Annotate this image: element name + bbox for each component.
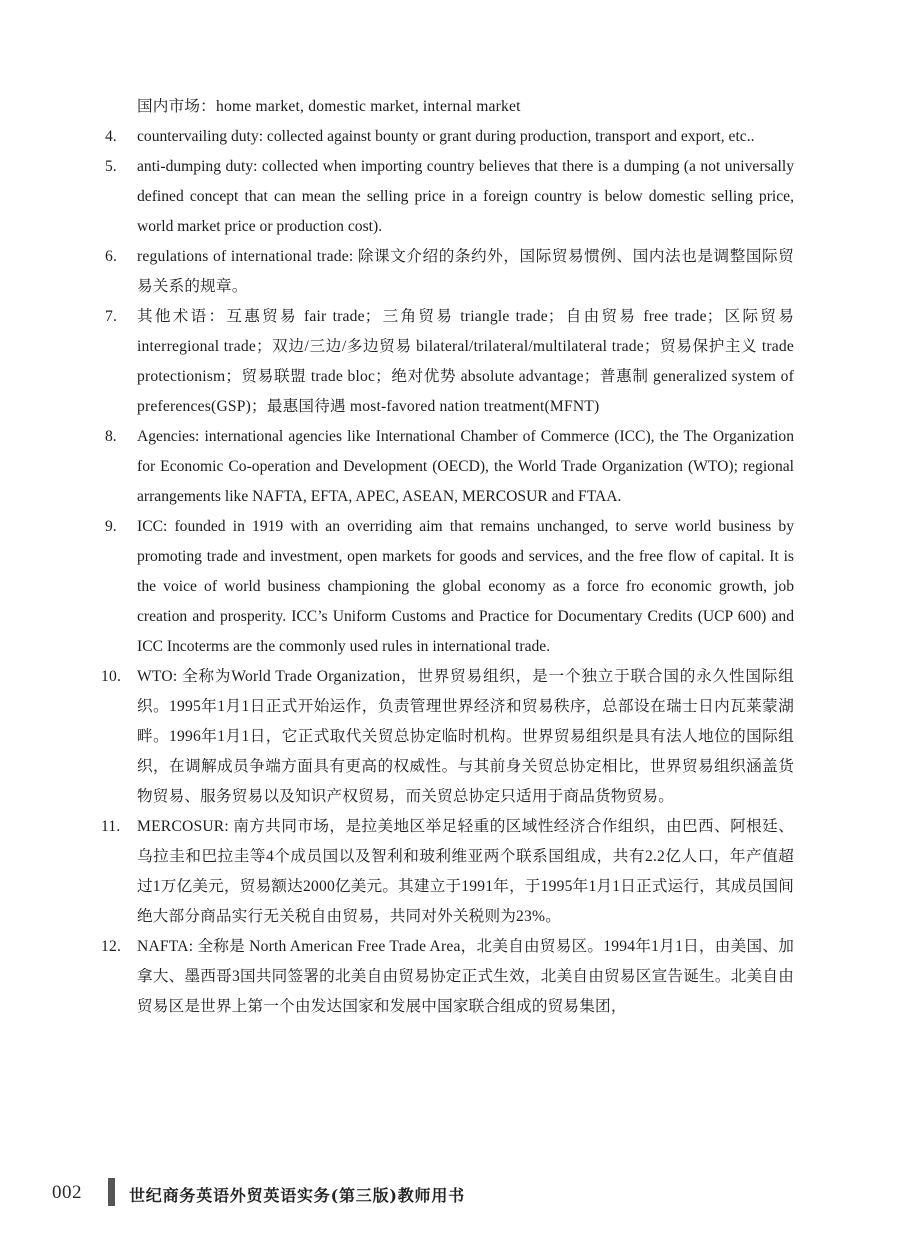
list-item bbox=[101, 932, 794, 1022]
item-text: countervailing duty: collected against bounty or grant during production, transport and export, etc.. bbox=[137, 128, 755, 145]
footer-divider-bar bbox=[108, 1178, 115, 1206]
item-text: 其他术语：互惠贸易 fair trade；三角贸易 triangle trade；自由贸易 free trade；区际贸易 interregional trade；双边/三边/多边贸易 bilateral/trilateral/multilateral trade；贸易保护主义 trade protectionism；贸易联盟 trade bloc；绝对优势 absolute advantage；普惠制 generalized system of preferences(GSP)；最惠国待遇 most-favored nation treatment(MFNT) bbox=[137, 308, 794, 415]
item-text: ICC: founded in 1919 with an overriding aim that remains unchanged, to serve world business by promoting trade and investment, open markets for goods and services, and the free flow of capital. It is the voice of world business championing the global economy as a force fro economic growth, job creation and prosperity. ICC’s Uniform Customs and Practice for Documentary Credits (UCP 600) and ICC Incoterms are the commonly used rules in international trade. bbox=[137, 518, 794, 655]
list-item bbox=[101, 662, 794, 812]
page-footer bbox=[0, 1178, 902, 1208]
list-item bbox=[105, 302, 794, 422]
item-number: 9. bbox=[105, 518, 117, 535]
book-title: 世纪商务英语外贸英语实务(第三版)教师用书 bbox=[129, 1186, 465, 1205]
item-text: regulations of international trade: 除课文介绍的条约外，国际贸易惯例、国内法也是调整国际贸易关系的规章。 bbox=[137, 248, 794, 295]
intro-line: 国内市场：home market, domestic market, internal market bbox=[137, 98, 521, 115]
page-number: 002 bbox=[52, 1182, 82, 1203]
item-number: 11. bbox=[101, 818, 121, 835]
list-item bbox=[105, 122, 794, 152]
item-number: 8. bbox=[105, 428, 117, 445]
item-number: 6. bbox=[105, 248, 118, 265]
item-number: 10. bbox=[101, 668, 122, 685]
item-number: 4. bbox=[105, 128, 117, 145]
item-number: 12. bbox=[101, 938, 122, 955]
list-item bbox=[105, 512, 794, 662]
page-content bbox=[0, 92, 902, 1022]
item-text: Agencies: international agencies like International Chamber of Commerce (ICC), the The Organization for Economic Co-operation and Development (OECD), the World Trade Organization (WTO); regional arrangements like NAFTA, EFTA, APEC, ASEAN, MERCOSUR and FTAA. bbox=[137, 428, 794, 505]
item-text: NAFTA: 全称是 North American Free Trade Area，北美自由贸易区。1994年1月1日，由美国、加拿大、墨西哥3国共同签署的北美自由贸易协定正式生效，北美自由贸易区宣告诞生。北美自由贸易区是世界上第一个由发达国家和发展中国家联合组成的贸易集团， bbox=[137, 938, 794, 1015]
list-item bbox=[105, 242, 794, 302]
item-text: MERCOSUR: 南方共同市场，是拉美地区举足轻重的区域性经济合作组织，由巴西、阿根廷、乌拉圭和巴拉圭等4个成员国以及智利和玻利维亚两个联系国组成，共有2.2亿人口，年产值超过1万亿美元，贸易额达2000亿美元。其建立于1991年，于1995年1月1日正式运行，其成员国间绝大部分商品实行无关税自由贸易，共同对外关税则为23%。 bbox=[137, 818, 794, 925]
item-text: WTO: 全称为World Trade Organization，世界贸易组织，是一个独立于联合国的永久性国际组织。1995年1月1日正式开始运作，负责管理世界经济和贸易秩序，总部设在瑞士日内瓦莱蒙湖畔。1996年1月1日，它正式取代关贸总协定临时机构。世界贸易组织是具有法人地位的国际组织，在调解成员争端方面具有更高的权威性。与其前身关贸总协定相比，世界贸易组织涵盖货物贸易、服务贸易以及知识产权贸易，而关贸总协定只适用于商品货物贸易。 bbox=[137, 668, 794, 805]
item-number: 7. bbox=[105, 308, 118, 325]
item-text: anti-dumping duty: collected when importing country believes that there is a dumping (a not universally defined concept that can mean the selling price in a foreign country is below domestic selling price, world market price or production cost). bbox=[137, 158, 794, 235]
item-number: 5. bbox=[105, 158, 117, 175]
list-item bbox=[105, 152, 794, 242]
list-item bbox=[105, 422, 794, 512]
list-item bbox=[101, 812, 794, 932]
